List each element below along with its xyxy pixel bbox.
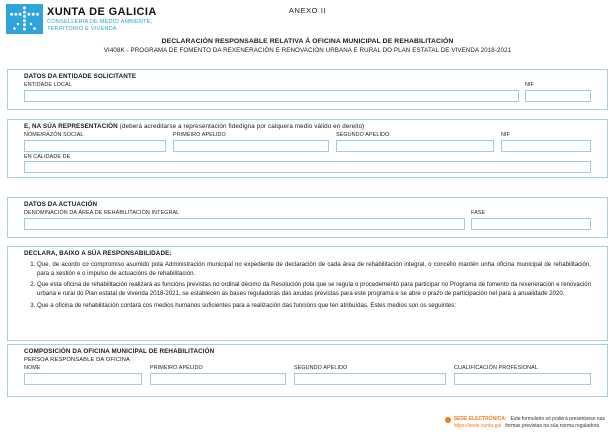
document-title-line2: VI408K - PROGRAMA DE FOMENTO DA REXENERACIÓN E RENOVACIÓN URBANA E RURAL DO PLAN ESTATAL DE VIVENDA 2018-2021 (103, 46, 512, 54)
entidade-nif-label: NIF (525, 82, 534, 88)
annex-label: ANEXO II (288, 6, 327, 15)
fase-input[interactable] (471, 218, 591, 230)
representacion-title-note: (deberá acreditarse a representación fidedigna por calquera medio válido en dereito) (119, 123, 365, 130)
field-fase (471, 210, 591, 230)
document-title (0, 38, 615, 54)
representacion-fields-row1 (24, 132, 591, 152)
department-line1: CONSELLERÍA DE MEDIO AMBIENTE, (47, 19, 153, 25)
field-comp-segundo-apelido (294, 365, 446, 385)
comp-segundo-apelido-label: SEGUNDO APELIDO (294, 365, 348, 371)
representacion-fields-row2 (24, 154, 591, 174)
persoa-responsable-subtitle: PERSOA RESPONSABLE DA OFICINA (24, 357, 130, 363)
declaration-item-3: 3. Que a oficina de rehabilitación contará cos medios humanos suficientes para a realización das funcións que ten atribuídas. Estes medios son os seguintes: (37, 301, 591, 310)
field-entidade-local (24, 82, 519, 102)
declaration-item-2: 2. Que esta oficina de rehabilitación realizará as funcións previstas no ordinal décimo da Resolución pola que se regula o procedemento para participar no Programa de fomento da rexeneración e renovación urbana e rural do Plan estatal de vivenda 2018-2021, se establecen as bases reguladoras das axudas previstas para este programa e se abre o prazo de participación nel para a anualidade 2020. (37, 280, 591, 298)
rep-primeiro-apelido-input[interactable] (173, 140, 329, 152)
comp-nome-input[interactable] (24, 373, 142, 385)
footer-note-line1: Este formulario só poderá presentarse nas (510, 416, 605, 422)
denominacion-area-label: DENOMINACIÓN DA ÁREA DE REHABILITACIÓN INTEGRAL (24, 210, 180, 216)
department-line2: TERRITORIO E VIVENDA (47, 25, 117, 32)
rep-nif-input[interactable] (501, 140, 591, 152)
field-rep-primeiro-apelido (173, 132, 329, 152)
brand-title: XUNTA DE GALICIA (47, 6, 157, 18)
section-entidade-title: DATOS DA ENTIDADE SOLICITANTE (24, 73, 137, 80)
nome-razon-social-input[interactable] (24, 140, 166, 152)
section-representacion-title (24, 123, 591, 130)
nome-razon-social-label: NOME/RAZÓN SOCIAL (24, 132, 84, 138)
footer-text (454, 416, 605, 430)
section-declaracion (7, 246, 608, 341)
rep-nif-label: NIF (501, 132, 510, 138)
field-denominacion-area (24, 210, 465, 230)
en-calidade-de-input[interactable] (24, 161, 591, 173)
entidade-local-input[interactable] (24, 90, 519, 102)
section-representacion (7, 119, 608, 178)
sede-electronica-icon (445, 417, 451, 423)
cualificacion-profesional-input[interactable] (454, 373, 591, 385)
actuacion-fields-row (24, 210, 591, 230)
declaration-list (24, 260, 591, 310)
en-calidade-de-label: EN CALIDADE DE (24, 153, 71, 160)
section-actuacion-title: DATOS DA ACTUACIÓN (24, 201, 98, 208)
section-composicion-title: COMPOSICIÓN DA OFICINA MUNICIPAL DE REHABILITACIÓN (24, 348, 215, 355)
sede-url-link[interactable]: https://sede.xunta.gal (453, 423, 502, 429)
field-en-calidade-de (24, 154, 591, 174)
representacion-title-bold: E, NA SÚA REPRESENTACIÓN (24, 123, 118, 130)
sede-electronica-label: SEDE ELECTRÓNICA: (453, 416, 507, 422)
entidade-local-label: ENTIDADE LOCAL (24, 82, 72, 88)
field-cualificacion-profesional (454, 365, 591, 385)
comp-primeiro-apelido-input[interactable] (150, 373, 286, 385)
comp-primeiro-apelido-label: PRIMEIRO APELIDO (150, 365, 203, 371)
sede-electronica-footer (445, 416, 605, 430)
comp-segundo-apelido-input[interactable] (294, 373, 446, 385)
section-entidade-solicitante (7, 69, 608, 110)
field-entidade-nif (525, 82, 591, 102)
cualificacion-profesional-label: CUALIFICACIÓN PROFESIONAL (454, 365, 538, 371)
field-rep-nif (501, 132, 591, 152)
field-rep-segundo-apelido (336, 132, 494, 152)
comp-nome-label: NOME (24, 365, 41, 371)
field-nome-razon-social (24, 132, 166, 152)
department-name (47, 19, 152, 33)
rep-segundo-apelido-label: SEGUNDO APELIDO (336, 132, 390, 138)
section-declaracion-title: DECLARA, BAIXO A SÚA RESPONSABILIDADE: (24, 250, 172, 257)
entidade-fields-row (24, 82, 591, 102)
declaration-item-1: 1. Que, de acordo co compromiso asumido pola Administración municipal no expediente de declaración de cada área de rehabilitación integral, o concello mantén unha oficina municipal de rehabilitación, para a xestión e o impulso de actuacións de rehabilitación. (37, 260, 591, 278)
document-title-line1: DECLARACIÓN RESPONSABLE RELATIVA Á OFICINA MUNICIPAL DE REHABILITACIÓN (161, 38, 454, 45)
field-comp-primeiro-apelido (150, 365, 286, 385)
fase-label: FASE (471, 210, 486, 216)
denominacion-area-input[interactable] (24, 218, 465, 230)
field-comp-nome (24, 365, 142, 385)
rep-segundo-apelido-input[interactable] (336, 140, 494, 152)
section-actuacion (7, 197, 608, 238)
footer-note-line2: formas previstas na súa norma reguladora (505, 423, 600, 429)
rep-primeiro-apelido-label: PRIMEIRO APELIDO (173, 132, 226, 138)
entidade-nif-input[interactable] (525, 90, 591, 102)
section-composicion (7, 344, 608, 397)
composicion-fields-row (24, 365, 591, 385)
